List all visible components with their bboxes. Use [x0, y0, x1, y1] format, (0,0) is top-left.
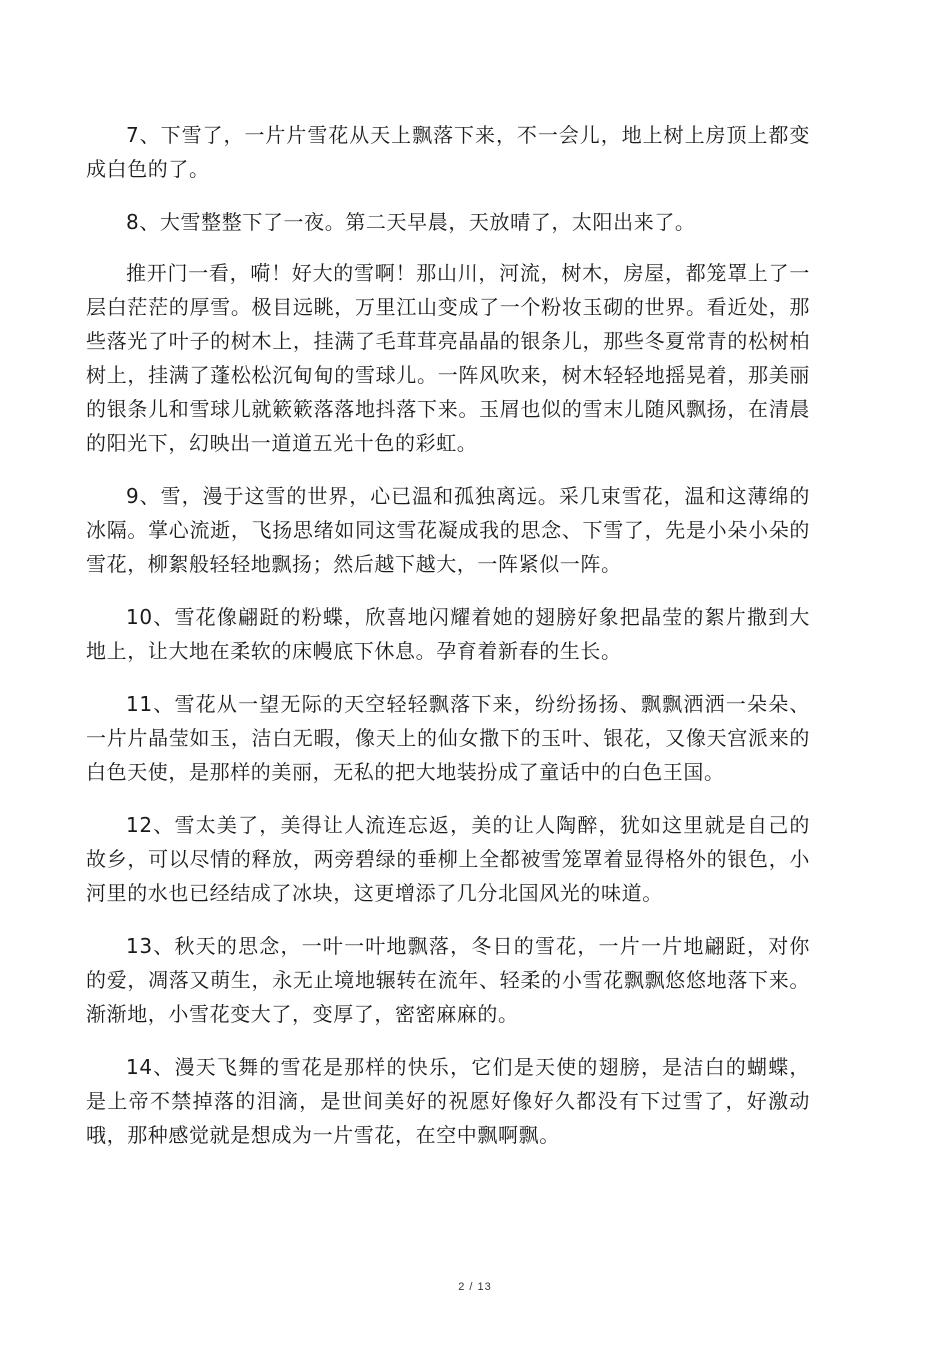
- paragraph-7: 7、下雪了，一片片雪花从天上飘落下来，不一会儿，地上树上房顶上都变成白色的了。: [86, 123, 810, 181]
- paragraph-8-continued: 推开门一看，嗬！好大的雪啊！那山川，河流，树木，房屋，都笼罩上了一层白茫茫的厚雪。极目远眺，万里江山变成了一个粉妆玉砌的世界。看近处，那些落光了叶子的树木上，挂满了毛茸茸亮晶晶的银条儿，那些冬夏常青的松树柏树上，挂满了蓬松松沉甸甸的雪球儿。一阵风吹来，树木轻轻地摇晃着，那美丽的银条儿和雪球儿就簌簌落落地抖落下来。玉屑也似的雪末儿随风飘扬，在清晨的阳光下，幻映出一道道五光十色的彩虹。: [86, 261, 810, 455]
- paragraph-11: 11、雪花从一望无际的天空轻轻飘落下来，纷纷扬扬、飘飘洒洒一朵朵、一片片晶莹如玉，洁白无暇，像天上的仙女撒下的玉叶、银花，又像天宫派来的白色天使，是那样的美丽，无私的把大地装扮成了童话中的白色王国。: [86, 692, 810, 784]
- document-body: [86, 118, 810, 1152]
- paragraph-9: 9、雪，漫于这雪的世界，心已温和孤独离远。采几束雪花，温和这薄绵的冰隔。掌心流逝，飞扬思绪如同这雪花凝成我的思念、下雪了，先是小朵小朵的雪花，柳絮般轻轻地飘扬；然后越下越大，一阵紧似一阵。: [86, 484, 810, 576]
- paragraph-13: 13、秋天的思念，一叶一叶地飘落，冬日的雪花，一片一片地翩跹，对你的爱，凋落又萌生，永无止境地辗转在流年、轻柔的小雪花飘飘悠悠地落下来。渐渐地，小雪花变大了，变厚了，密密麻麻的。: [86, 934, 810, 1026]
- paragraph-12: 12、雪太美了，美得让人流连忘返，美的让人陶醉，犹如这里就是自己的故乡，可以尽情的释放，两旁碧绿的垂柳上全都被雪笼罩着显得格外的银色，小河里的水也已经结成了冰块，这更增添了几分北国风光的味道。: [86, 813, 810, 905]
- paragraph-10: 10、雪花像翩跹的粉蝶，欣喜地闪耀着她的翅膀好象把晶莹的絮片撒到大地上，让大地在柔软的床幔底下休息。孕育着新春的生长。: [86, 605, 810, 663]
- paragraph-8: 8、大雪整整下了一夜。第二天早晨，天放晴了，太阳出来了。: [126, 210, 696, 234]
- page-number: 2 / 13: [458, 1281, 492, 1293]
- paragraph-14: 14、漫天飞舞的雪花是那样的快乐，它们是天使的翅膀，是洁白的蝴蝶，是上帝不禁掉落的泪滴，是世间美好的祝愿好像好久都没有下过雪了，好激动哦，那种感觉就是想成为一片雪花，在空中飘啊飘。: [86, 1055, 810, 1147]
